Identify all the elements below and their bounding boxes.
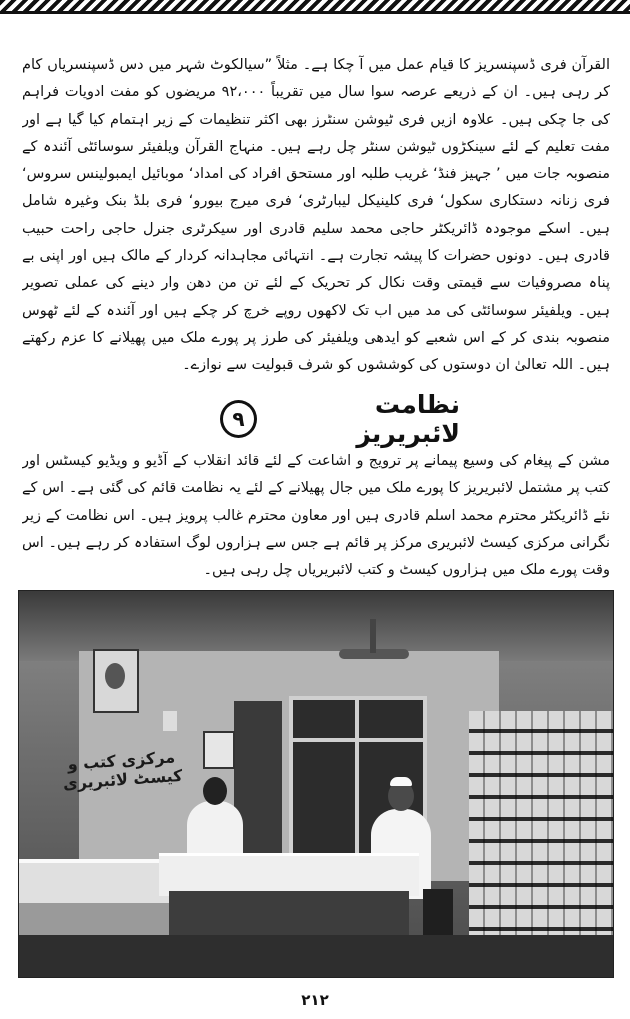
photo-wall-calendar bbox=[163, 711, 177, 731]
paragraph-1: القرآن فری ڈسپنسریز کا قیام عمل میں آ چکا ہے۔ مثلاً ”سیالکوٹ شہر میں دس ڈسپنسریاں کام کر رہی ہیں۔ ان کے ذریعے عرصہ سوا سال میں تقریباً ۹۲،۰۰۰ مریضوں کو مفت ادویات فراہم کی جا چکی ہیں۔ علاوہ ازیں فری ٹیوشن سنٹرز بھی اکثر تنظیمات کے زیر اہتمام کیا گیا ہے اور مفت تعلیم کے لئے سینکڑوں ٹیوشن سنٹر چل رہے ہیں۔ منہاج القرآن ویلفیئر سوسائٹی آئندہ کے منصوبہ جات میں ’ جہیز فنڈ‘ غریب طلبہ اور مستحق افراد کی امداد‘ موبائیل ایمبولینس سروس‘ فری زنانہ دستکاری سکول‘ فری کلینیکل لیبارٹری‘ فری میرج بیورو‘ فری بلڈ بنک وغیرہ شامل ہیں۔ اسکے موجودہ ڈائریکٹر حاجی محمد سلیم قادری اور سیکرٹری جنرل حاجی راحت حبیب قادری ہیں۔ دونوں حضرات کا پیشہ تجارت ہے۔ انتہائی مجاہدانہ کردار کے مالک ہیں اور اپنی بے پناہ مصروفیات سے قیمتی وقت نکال کر تحریک کے لئے تن من دھن وار دینے کی عملی تصویر ہیں۔ ویلفیئر سوسائٹی کی مد میں اب تک لاکھوں روپے خرچ کر چکے ہیں اور آئندہ کے لئے ٹھوس منصوبہ بندی کر کے اس شعبے کو ایدھی ویلفیئر کی طرز پر پورے ملک میں پھیلانے کا عزم رکھتے ہیں۔ اللہ تعالیٰ ان دوستوں کی کوششوں کو شرف قبولیت سے نوازے۔ bbox=[22, 57, 610, 374]
photo-floor bbox=[19, 935, 613, 977]
ceiling-fan-icon bbox=[339, 649, 409, 659]
paragraph-2: مشن کے پیغام کی وسیع پیمانے پر ترویج و اشاعت کے لئے قائد انقلاب کے آڈیو و ویڈیو کیسٹس اور کتب پر مشتمل لائبریریز کا پورے ملک میں جال پھیلانے کے لئے یہ نظامت قائم کی گئی ہے۔ اس کے نئے ڈائریکٹر محترم محمد اسلم قادری ہیں اور معاون محترم غالب پرویز ہیں۔ اس نظامت کے زیر نگرانی مرکزی کیسٹ لائبریری مرکز پر قائم ہے جس سے ہزاروں لوگ استفادہ کر رہے ہیں۔ اس وقت پورے ملک میں ہزاروں کیسٹ و کتب لائبریریاں چل رہی ہیں۔ bbox=[22, 453, 610, 579]
photo-wall-picture bbox=[203, 731, 235, 769]
section-number-badge: ۹ bbox=[220, 400, 257, 438]
photo-counter bbox=[19, 859, 169, 939]
page-number: ۲۱۲ bbox=[301, 991, 329, 1009]
photo-wall-poster bbox=[93, 649, 139, 713]
section-heading bbox=[220, 390, 460, 448]
library-photo bbox=[18, 590, 614, 978]
section-title: نظامت لائبریریز bbox=[356, 390, 460, 448]
photo-desk-top bbox=[159, 853, 419, 896]
top-border bbox=[0, 0, 630, 14]
photo-caption: مرکزی کتب و کیسٹ لائبریری bbox=[62, 747, 184, 794]
